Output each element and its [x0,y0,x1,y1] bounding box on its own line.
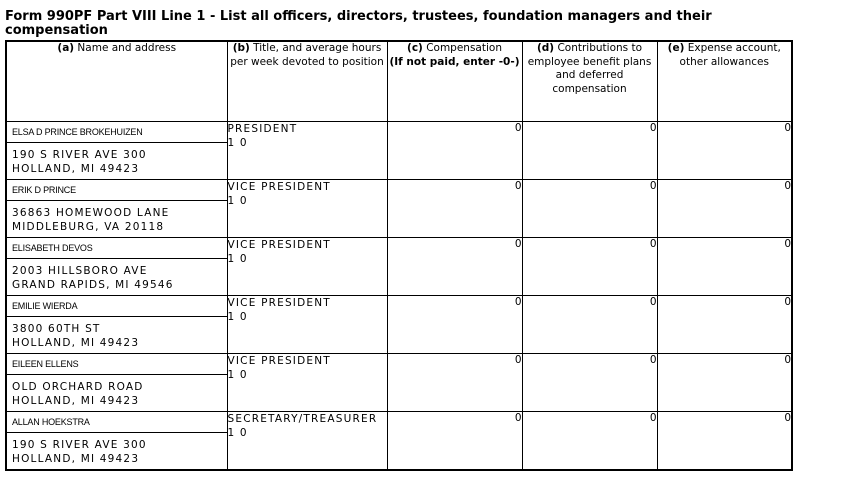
officer-name: ALLAN HOEKSTRA [7,412,227,433]
officer-expense: 0 [657,238,792,296]
officer-contributions: 0 [522,180,657,238]
officer-row [6,354,792,412]
officer-hours: 1 0 [227,137,248,149]
officer-name-address [6,238,227,296]
officer-hours: 1 0 [227,253,248,265]
header-title-hours: (b) Title, and average hours per week devoted to position [227,41,387,122]
officer-row [6,296,792,354]
officer-address: 2003 HILLSBORO AVE GRAND RAPIDS, MI 49546 [12,265,174,291]
officer-compensation: 0 [387,122,522,180]
officer-row [6,180,792,238]
officer-address: 36863 HOMEWOOD LANE MIDDLEBURG, VA 20118 [12,207,170,233]
officer-contributions: 0 [522,412,657,470]
officer-address: OLD ORCHARD ROAD HOLLAND, MI 49423 [12,381,144,407]
form-title: Form 990PF Part VIII Line 1 - List all officers, directors, trustees, foundation managers and their compensation [5,9,712,38]
header-contributions: (d) Contributions to employee benefit plans and deferred compensation [522,41,657,122]
officer-title: VICE PRESIDENT 1 0 [227,238,387,296]
officer-compensation: 0 [387,412,522,470]
officer-name-address [6,354,227,412]
header-row [6,41,792,122]
officer-address: 190 S RIVER AVE 300 HOLLAND, MI 49423 [12,439,147,465]
officer-row [6,238,792,296]
header-expense: (e) Expense account, other allowances [657,41,792,122]
officer-name: ELSA D PRINCE BROKEHUIZEN [7,122,227,143]
officer-address: 3800 60TH ST HOLLAND, MI 49423 [12,323,140,349]
officer-expense: 0 [657,412,792,470]
officer-expense: 0 [657,122,792,180]
officer-contributions: 0 [522,354,657,412]
officer-name-address [6,296,227,354]
officer-address: 190 S RIVER AVE 300 HOLLAND, MI 49423 [12,149,147,175]
officer-expense: 0 [657,180,792,238]
officer-compensation: 0 [387,180,522,238]
header-compensation: (c) Compensation (If not paid, enter -0-) [387,41,522,122]
officer-name: ELISABETH DEVOS [7,238,227,259]
officer-title: VICE PRESIDENT 1 0 [227,180,387,238]
officer-name: EMILIE WIERDA [7,296,227,317]
officer-title: PRESIDENT 1 0 [227,122,387,180]
officer-name-address [6,180,227,238]
officers-table [5,40,793,471]
officer-row [6,412,792,470]
officer-name-address [6,412,227,470]
officer-hours: 1 0 [227,195,248,207]
officer-hours: 1 0 [227,369,248,381]
officer-row [6,122,792,180]
header-name-address: (a) Name and address [6,41,227,122]
officer-expense: 0 [657,354,792,412]
officer-compensation: 0 [387,354,522,412]
officer-compensation: 0 [387,296,522,354]
officer-hours: 1 0 [227,427,248,439]
officer-name: EILEEN ELLENS [7,354,227,375]
officer-contributions: 0 [522,122,657,180]
officer-hours: 1 0 [227,311,248,323]
officer-title: SECRETARY/TREASURER 1 0 [227,412,387,470]
officer-expense: 0 [657,296,792,354]
officer-name-address [6,122,227,180]
officer-contributions: 0 [522,296,657,354]
officer-contributions: 0 [522,238,657,296]
officer-title: VICE PRESIDENT 1 0 [227,296,387,354]
officer-title: VICE PRESIDENT 1 0 [227,354,387,412]
officer-compensation: 0 [387,238,522,296]
officer-name: ERIK D PRINCE [7,180,227,201]
